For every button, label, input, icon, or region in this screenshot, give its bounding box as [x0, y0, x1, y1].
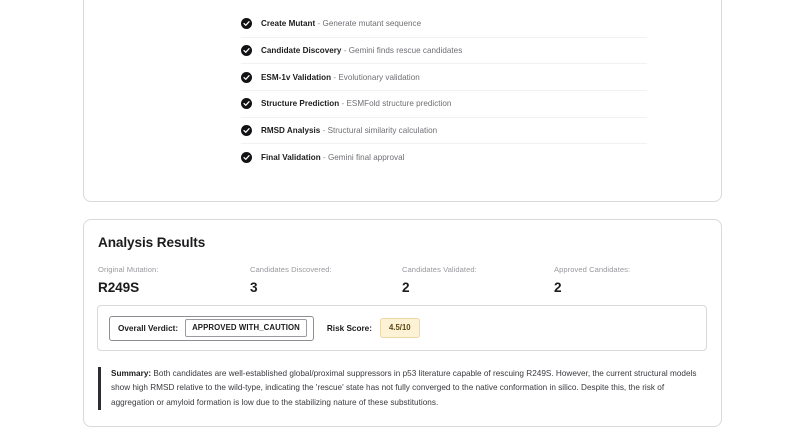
step-name: Candidate Discovery — [261, 46, 342, 56]
step-text — [261, 72, 420, 83]
step-name: ESM-1v Validation — [261, 72, 332, 82]
overall-verdict-box — [109, 316, 314, 341]
step-description: Structural similarity calculation — [327, 126, 438, 136]
step-separator: - — [343, 46, 347, 56]
step-description: ESMFold structure prediction — [346, 99, 452, 109]
step-name: Structure Prediction — [261, 99, 340, 109]
stat-candidates-discovered — [250, 264, 402, 297]
stat-original-mutation — [98, 264, 250, 297]
step-text — [261, 45, 462, 56]
status-badge: APPROVED WITH_CAUTION — [185, 319, 307, 337]
step-text — [261, 152, 404, 163]
check-circle-icon — [241, 152, 252, 163]
list-item[interactable] — [241, 38, 647, 65]
verdict-strip — [97, 305, 707, 351]
list-item[interactable] — [241, 11, 647, 38]
step-text — [261, 18, 421, 29]
step-separator: - — [317, 19, 321, 29]
step-name: Create Mutant — [261, 19, 316, 29]
risk-score-badge: 4.5/10 — [380, 318, 420, 338]
check-circle-icon — [241, 125, 252, 136]
step-separator: - — [341, 99, 345, 109]
step-separator: - — [322, 126, 326, 136]
step-text — [261, 98, 451, 109]
summary-label: Summary: — [111, 369, 152, 378]
step-description: Gemini final approval — [327, 153, 405, 163]
step-description: Gemini finds rescue candidates — [348, 46, 463, 56]
step-name: RMSD Analysis — [261, 126, 321, 136]
stat-label: Candidates Discovered: — [250, 265, 332, 274]
summary-text — [111, 367, 706, 410]
page-title: Analysis Results — [98, 235, 206, 250]
summary-block — [98, 367, 706, 410]
stat-approved-candidates — [554, 264, 706, 297]
stat-value: 2 — [402, 280, 410, 295]
check-circle-icon — [241, 45, 252, 56]
risk-score-group — [327, 318, 420, 338]
step-name: Final Validation — [261, 153, 321, 163]
stat-value: 3 — [250, 280, 258, 295]
overall-verdict-label: Overall Verdict: — [118, 323, 179, 333]
list-item[interactable] — [241, 91, 647, 118]
step-description: Generate mutant sequence — [322, 19, 422, 29]
stats-grid — [98, 264, 706, 297]
list-item[interactable] — [241, 64, 647, 91]
pipeline-steps-list — [241, 11, 647, 171]
step-text — [261, 125, 437, 136]
stat-label: Approved Candidates: — [554, 265, 631, 274]
stat-label: Original Mutation: — [98, 265, 159, 274]
analysis-results-card — [83, 219, 722, 427]
list-item[interactable] — [241, 118, 647, 145]
step-description: Evolutionary validation — [338, 72, 420, 82]
check-circle-icon — [241, 72, 252, 83]
pipeline-steps-card — [83, 0, 722, 202]
step-separator: - — [333, 72, 337, 82]
stat-candidates-validated — [402, 264, 554, 297]
summary-body: Both candidates are well-established global/proximal suppressors in p53 literature capable of rescuing R249S. However, the current structural models show high RMSD relative to the wild-type, indicating the 'rescue' state has not fully converged to the native conformation in silico. Despite this, the risk of aggregation or amyloid formation is low due to the stabilizing nature of these substitutions. — [111, 369, 697, 407]
stat-value: 2 — [554, 280, 562, 295]
risk-score-label: Risk Score: — [326, 323, 372, 333]
check-circle-icon — [241, 98, 252, 109]
stat-value: R249S — [98, 280, 140, 295]
step-separator: - — [322, 153, 326, 163]
stat-label: Candidates Validated: — [402, 265, 477, 274]
check-circle-icon — [241, 18, 252, 29]
list-item[interactable] — [241, 144, 647, 171]
